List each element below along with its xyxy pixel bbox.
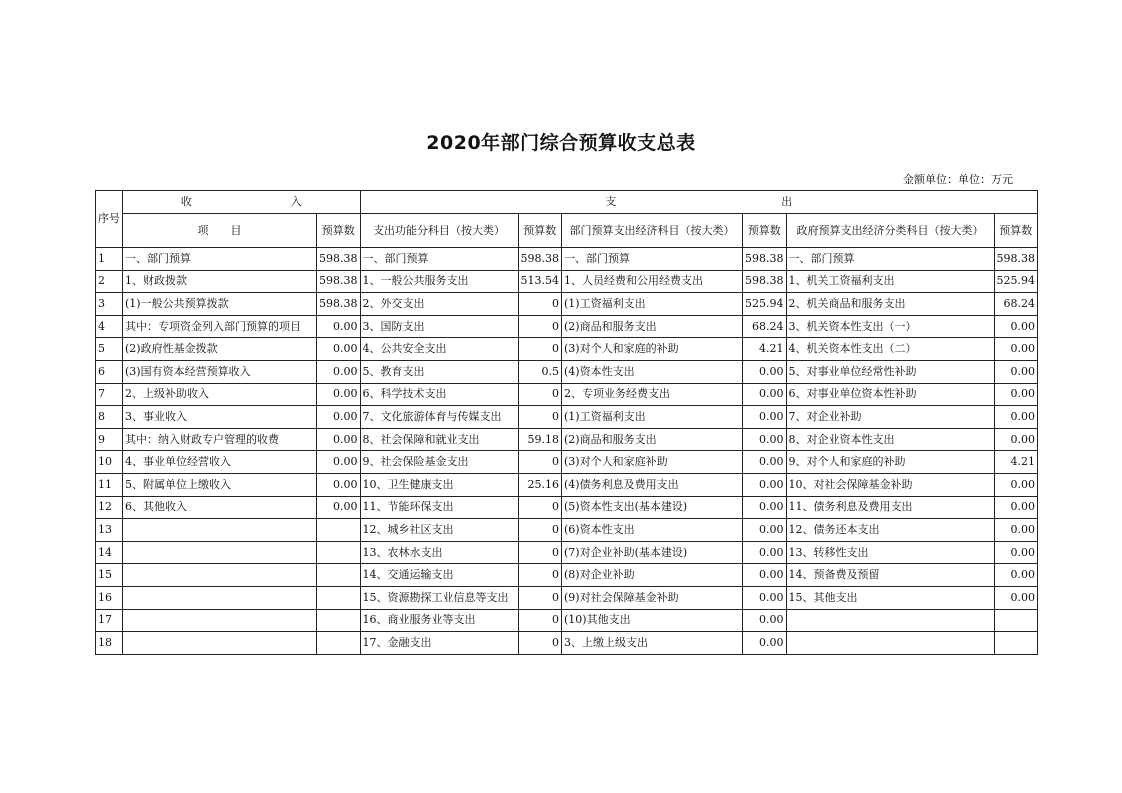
cell-seq: 18 [96, 632, 123, 655]
cell-income-item: 5、附属单位上缴收入 [123, 473, 317, 496]
cell-income-budget: 0.00 [317, 451, 361, 474]
cell-function-budget: 25.16 [518, 473, 562, 496]
cell-income-budget [317, 609, 361, 632]
cell-gov-economic-budget: 0.00 [994, 428, 1038, 451]
cell-income-item [123, 586, 317, 609]
cell-dept-economic: (1)工资福利支出 [562, 406, 743, 429]
cell-gov-economic: 8、对企业资本性支出 [786, 428, 994, 451]
cell-seq: 11 [96, 473, 123, 496]
header-income: 收 入 [123, 191, 361, 214]
cell-income-item: 6、其他收入 [123, 496, 317, 519]
cell-dept-economic: (5)资本性支出(基本建设) [562, 496, 743, 519]
cell-income-budget [317, 564, 361, 587]
cell-gov-economic: 6、对事业单位资本性补助 [786, 383, 994, 406]
cell-function-category: 5、教育支出 [360, 360, 518, 383]
cell-income-item [123, 541, 317, 564]
cell-dept-economic-budget: 0.00 [743, 541, 787, 564]
cell-income-budget: 598.38 [317, 248, 361, 271]
cell-income-item: (2)政府性基金拨款 [123, 338, 317, 361]
cell-income-item: 其中：纳入财政专户管理的收费 [123, 428, 317, 451]
cell-gov-economic: 2、机关商品和服务支出 [786, 293, 994, 316]
cell-gov-economic-budget: 0.00 [994, 564, 1038, 587]
cell-seq: 13 [96, 519, 123, 542]
cell-function-category: 7、文化旅游体育与传媒支出 [360, 406, 518, 429]
cell-dept-economic-budget: 0.00 [743, 473, 787, 496]
cell-income-budget: 0.00 [317, 338, 361, 361]
table-row [96, 496, 1038, 519]
cell-dept-economic-budget: 525.94 [743, 293, 787, 316]
cell-dept-economic: (7)对企业补助(基本建设) [562, 541, 743, 564]
cell-dept-economic-budget: 0.00 [743, 406, 787, 429]
header-item: 项 目 [123, 214, 317, 248]
cell-dept-economic: (3)对个人和家庭的补助 [562, 338, 743, 361]
table-row [96, 451, 1038, 474]
cell-income-item [123, 609, 317, 632]
cell-dept-economic-budget: 598.38 [743, 248, 787, 271]
cell-dept-economic-budget: 0.00 [743, 632, 787, 655]
cell-function-budget: 0 [518, 338, 562, 361]
cell-dept-economic: (2)商品和服务支出 [562, 428, 743, 451]
cell-gov-economic-budget: 0.00 [994, 473, 1038, 496]
cell-gov-economic-budget: 68.24 [994, 293, 1038, 316]
cell-gov-economic [786, 632, 994, 655]
cell-seq: 17 [96, 609, 123, 632]
table-row [96, 406, 1038, 429]
table-row [96, 293, 1038, 316]
cell-dept-economic-budget: 0.00 [743, 428, 787, 451]
header-budget-function: 预算数 [518, 214, 562, 248]
cell-function-budget: 0 [518, 315, 562, 338]
cell-gov-economic: 3、机关资本性支出（一） [786, 315, 994, 338]
cell-dept-economic: (2)商品和服务支出 [562, 315, 743, 338]
cell-gov-economic-budget: 0.00 [994, 338, 1038, 361]
cell-function-category: 8、社会保障和就业支出 [360, 428, 518, 451]
cell-dept-economic: (10)其他支出 [562, 609, 743, 632]
cell-gov-economic-budget [994, 632, 1038, 655]
cell-seq: 4 [96, 315, 123, 338]
cell-seq: 7 [96, 383, 123, 406]
table-row [96, 609, 1038, 632]
budget-table [95, 190, 1038, 655]
cell-gov-economic-budget: 0.00 [994, 541, 1038, 564]
cell-dept-economic: 1、人员经费和公用经费支出 [562, 270, 743, 293]
cell-gov-economic: 10、对社会保障基金补助 [786, 473, 994, 496]
cell-function-budget: 0 [518, 609, 562, 632]
header-budget-income: 预算数 [317, 214, 361, 248]
cell-income-budget: 0.00 [317, 496, 361, 519]
cell-dept-economic-budget: 0.00 [743, 586, 787, 609]
page-title: 2020年部门综合预算收支总表 [426, 132, 696, 154]
cell-function-budget: 0 [518, 496, 562, 519]
cell-income-item: (3)国有资本经营预算收入 [123, 360, 317, 383]
table-row [96, 473, 1038, 496]
cell-dept-economic: (9)对社会保障基金补助 [562, 586, 743, 609]
cell-function-category: 4、公共安全支出 [360, 338, 518, 361]
cell-dept-economic-budget: 0.00 [743, 564, 787, 587]
cell-dept-economic-budget: 4.21 [743, 338, 787, 361]
cell-income-budget: 0.00 [317, 360, 361, 383]
cell-function-budget: 513.54 [518, 270, 562, 293]
table-row [96, 586, 1038, 609]
cell-income-budget [317, 632, 361, 655]
cell-gov-economic: 5、对事业单位经常性补助 [786, 360, 994, 383]
cell-income-budget: 0.00 [317, 383, 361, 406]
cell-gov-economic-budget: 598.38 [994, 248, 1038, 271]
cell-dept-economic-budget: 0.00 [743, 360, 787, 383]
cell-seq: 10 [96, 451, 123, 474]
cell-income-item [123, 632, 317, 655]
cell-dept-economic: 3、上缴上级支出 [562, 632, 743, 655]
table-row [96, 428, 1038, 451]
header-expense: 支 出 [360, 191, 1038, 214]
cell-income-item [123, 564, 317, 587]
cell-income-budget: 0.00 [317, 473, 361, 496]
cell-dept-economic: (6)资本性支出 [562, 519, 743, 542]
cell-function-budget: 59.18 [518, 428, 562, 451]
cell-dept-economic-budget: 0.00 [743, 451, 787, 474]
cell-function-category: 2、外交支出 [360, 293, 518, 316]
cell-function-category: 9、社会保险基金支出 [360, 451, 518, 474]
table-row [96, 519, 1038, 542]
cell-dept-economic-budget: 0.00 [743, 496, 787, 519]
cell-gov-economic [786, 609, 994, 632]
cell-seq: 2 [96, 270, 123, 293]
cell-function-budget: 0 [518, 541, 562, 564]
cell-gov-economic-budget: 525.94 [994, 270, 1038, 293]
cell-function-budget: 0 [518, 632, 562, 655]
header-budget-gov-economic: 预算数 [994, 214, 1038, 248]
table-row [96, 248, 1038, 271]
cell-income-budget: 598.38 [317, 293, 361, 316]
table-row [96, 315, 1038, 338]
cell-function-budget: 598.38 [518, 248, 562, 271]
cell-dept-economic: (4)债务利息及费用支出 [562, 473, 743, 496]
cell-seq: 6 [96, 360, 123, 383]
header-budget-dept-economic: 预算数 [743, 214, 787, 248]
cell-function-category: 10、卫生健康支出 [360, 473, 518, 496]
table-row [96, 383, 1038, 406]
cell-gov-economic: 1、机关工资福利支出 [786, 270, 994, 293]
cell-income-item: 一、部门预算 [123, 248, 317, 271]
cell-function-category: 11、节能环保支出 [360, 496, 518, 519]
cell-gov-economic: 一、部门预算 [786, 248, 994, 271]
cell-function-budget: 0 [518, 451, 562, 474]
cell-gov-economic: 7、对企业补助 [786, 406, 994, 429]
cell-dept-economic: (4)资本性支出 [562, 360, 743, 383]
cell-income-budget [317, 541, 361, 564]
header-gov-economic-category: 政府预算支出经济分类科目（按大类） [786, 214, 994, 248]
unit-label: 金额单位：单位：万元 [903, 173, 1013, 186]
cell-dept-economic-budget: 0.00 [743, 609, 787, 632]
cell-dept-economic: 一、部门预算 [562, 248, 743, 271]
cell-gov-economic-budget: 0.00 [994, 496, 1038, 519]
cell-income-budget [317, 519, 361, 542]
cell-function-budget: 0 [518, 564, 562, 587]
cell-function-category: 15、资源勘探工业信息等支出 [360, 586, 518, 609]
cell-function-category: 6、科学技术支出 [360, 383, 518, 406]
cell-seq: 1 [96, 248, 123, 271]
cell-seq: 16 [96, 586, 123, 609]
cell-seq: 14 [96, 541, 123, 564]
cell-income-item: 1、财政拨款 [123, 270, 317, 293]
cell-dept-economic: (8)对企业补助 [562, 564, 743, 587]
header-dept-economic-category: 部门预算支出经济科目（按大类） [562, 214, 743, 248]
cell-gov-economic: 11、债务利息及费用支出 [786, 496, 994, 519]
cell-gov-economic: 12、债务还本支出 [786, 519, 994, 542]
cell-function-category: 13、农林水支出 [360, 541, 518, 564]
cell-gov-economic: 14、预备费及预留 [786, 564, 994, 587]
cell-seq: 15 [96, 564, 123, 587]
cell-gov-economic: 15、其他支出 [786, 586, 994, 609]
table-row [96, 338, 1038, 361]
cell-gov-economic-budget: 0.00 [994, 360, 1038, 383]
table-row [96, 541, 1038, 564]
cell-dept-economic-budget: 68.24 [743, 315, 787, 338]
cell-dept-economic: (1)工资福利支出 [562, 293, 743, 316]
cell-seq: 3 [96, 293, 123, 316]
table-row [96, 564, 1038, 587]
cell-gov-economic-budget: 0.00 [994, 383, 1038, 406]
cell-dept-economic-budget: 0.00 [743, 383, 787, 406]
cell-income-item: (1)一般公共预算拨款 [123, 293, 317, 316]
cell-income-budget: 0.00 [317, 428, 361, 451]
cell-income-item: 4、事业单位经营收入 [123, 451, 317, 474]
table-row [96, 360, 1038, 383]
cell-dept-economic-budget: 598.38 [743, 270, 787, 293]
cell-gov-economic-budget: 0.00 [994, 519, 1038, 542]
cell-function-category: 17、金融支出 [360, 632, 518, 655]
cell-function-budget: 0 [518, 519, 562, 542]
cell-gov-economic: 13、转移性支出 [786, 541, 994, 564]
cell-income-budget [317, 586, 361, 609]
header-seq: 序号 [96, 191, 123, 248]
cell-gov-economic-budget [994, 609, 1038, 632]
header-function-category: 支出功能分科目（按大类） [360, 214, 518, 248]
cell-dept-economic: (3)对个人和家庭补助 [562, 451, 743, 474]
cell-seq: 8 [96, 406, 123, 429]
cell-function-budget: 0 [518, 586, 562, 609]
cell-function-budget: 0 [518, 293, 562, 316]
cell-income-budget: 0.00 [317, 406, 361, 429]
cell-dept-economic-budget: 0.00 [743, 519, 787, 542]
cell-income-budget: 0.00 [317, 315, 361, 338]
table-row [96, 632, 1038, 655]
cell-gov-economic-budget: 0.00 [994, 586, 1038, 609]
cell-function-category: 3、国防支出 [360, 315, 518, 338]
cell-gov-economic-budget: 0.00 [994, 315, 1038, 338]
cell-function-budget: 0 [518, 406, 562, 429]
cell-function-budget: 0 [518, 383, 562, 406]
table-body [96, 248, 1038, 655]
cell-income-item: 其中：专项资金列入部门预算的项目 [123, 315, 317, 338]
cell-function-category: 16、商业服务业等支出 [360, 609, 518, 632]
cell-function-budget: 0.5 [518, 360, 562, 383]
cell-seq: 5 [96, 338, 123, 361]
cell-income-item: 2、上级补助收入 [123, 383, 317, 406]
table-row [96, 270, 1038, 293]
cell-gov-economic-budget: 0.00 [994, 406, 1038, 429]
cell-dept-economic: 2、专项业务经费支出 [562, 383, 743, 406]
cell-gov-economic: 4、机关资本性支出（二） [786, 338, 994, 361]
cell-function-category: 一、部门预算 [360, 248, 518, 271]
cell-income-budget: 598.38 [317, 270, 361, 293]
cell-seq: 9 [96, 428, 123, 451]
cell-function-category: 12、城乡社区支出 [360, 519, 518, 542]
cell-gov-economic: 9、对个人和家庭的补助 [786, 451, 994, 474]
cell-income-item [123, 519, 317, 542]
cell-function-category: 1、一般公共服务支出 [360, 270, 518, 293]
cell-gov-economic-budget: 4.21 [994, 451, 1038, 474]
cell-function-category: 14、交通运输支出 [360, 564, 518, 587]
cell-income-item: 3、事业收入 [123, 406, 317, 429]
cell-seq: 12 [96, 496, 123, 519]
